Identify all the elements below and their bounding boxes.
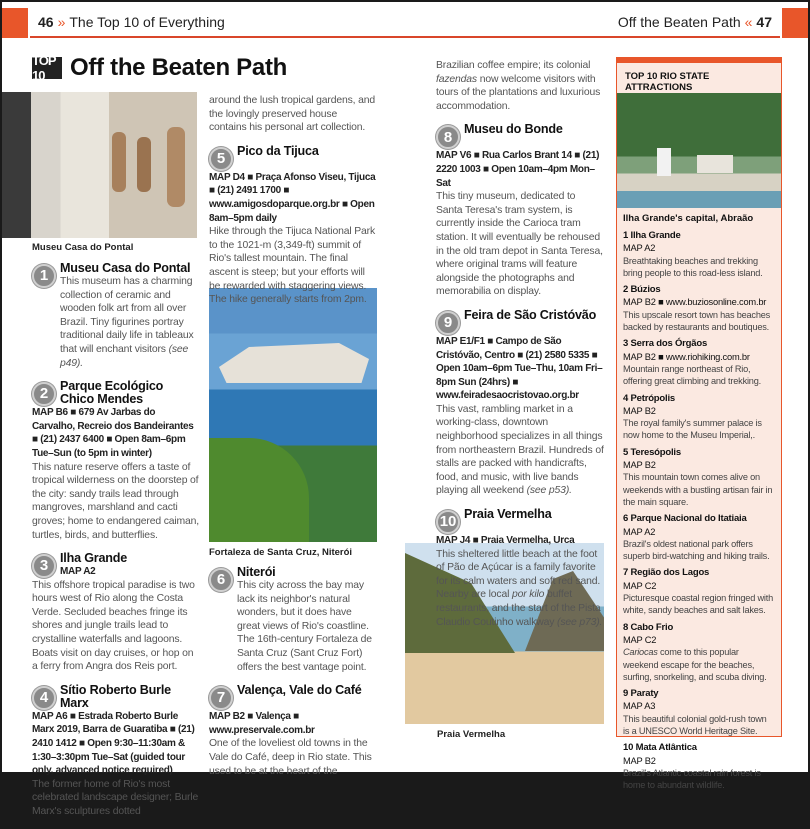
entry-meta: MAP A6 ■ Estrada Roberto Burle Marx 2019, Barra de Guaratiba ■ (21) 2410 1412 ■ Open 9:30–11:30am & 1:30–3:30pm Tue–Sat (guided tour only, advanced notice required) [32,710,195,777]
museum-photo [2,92,197,238]
entry-meta: MAP B2 ■ Valença ■ www.preservale.com.br [209,711,315,736]
sidebar-item-meta: MAP A2 [623,243,656,254]
entry-body: This city across the bay may lack its neighbor's natural wonders, but it does have great views of Rio's coastline. The 16th-century Fortaleza de Santa Cruz (Sant Cruz Fort) offers the best vantage point. [237,580,372,673]
number-badge-icon: 4 [32,686,56,710]
list-item [32,684,200,819]
list-item [436,123,604,299]
entry-body: This sheltered little beach at the foot of Pão de Açúcar is a family favorite for its calm waters and soft red sand. Nearby are local [436,548,601,601]
sidebar-item-title: 4 Petrópolis [623,392,675,404]
list-item [209,145,377,307]
list-item [32,380,200,542]
entry-title: Niterói [237,565,276,579]
sidebar-item-title: 9 Paraty [623,688,659,700]
sidebar-box [616,57,782,791]
list-item [436,309,604,498]
sidebar-item-title: 3 Serra dos Órgãos [623,338,708,350]
entry-body: This offshore tropical paradise is two hours west of Rio along the Costa Verde. Secluded beaches fringe its shores and jungle trails lead to crystalline waterfalls and lagoons. Boats visit on day cruises, or hop on a ferry from Angra dos Reis port. [32,579,195,673]
sidebar-item-body: This mountain town comes alive on weekends with a bustling artisan fair in the main square. [623,472,773,507]
column-2-bottom [209,566,377,788]
sidebar-item-body: Brazil's Atlantic coastal rain forest is home to abundant wildlife. [623,767,761,791]
sidebar-item-body: The royal family's summer palace is now home to the Museu Imperial,. [623,418,762,441]
fortress-caption: Fortaleza de Santa Cruz, Niterói [209,547,353,558]
entry-body: One of the loveliest old towns in the Vale do Café, deep in Rio state. This used to be at the heart of the [209,738,372,777]
entry-italic: por kilo [512,589,545,601]
sidebar-item-meta: MAP B2 [623,405,656,416]
section-title-left: The Top 10 of Everything [69,14,225,30]
number-badge-icon: 9 [436,311,460,335]
sidebar-item-title: 2 Búzios [623,284,661,296]
right-tab-band [782,8,808,38]
page-number-right: 47 [756,14,772,30]
sidebar-item-meta: MAP B2 [623,755,656,766]
entry-body: This nature reserve offers a taste of tropical wilderness on the doorstep of the city: sandy trails lead through mangroves, marshland and cacti groves; home to endangered caiman, turtles, birds, and butterflies. [32,461,200,541]
entry-body: This vast, rambling market in a working-class, downtown neighborhood specializes in all things from northeastern Brazil. Hundreds of stalls are packed with handicrafts, food, and music, with live bands playing all weekend [436,403,604,497]
number-badge-icon: 6 [209,568,233,592]
list-item [436,508,604,629]
sidebar-item-title: 1 Ilha Grande [623,230,681,241]
sidebar-item-body: Picturesque coastal region fringed with white, sandy beaches and salt lakes. [623,593,774,616]
abraao-photo [617,93,781,208]
entry-body-continued [436,59,604,113]
entry-title: Museu do Bonde [464,122,563,137]
number-badge-icon: 5 [209,147,233,171]
number-badge-icon: 10 [436,510,460,534]
sidebar-item-body: Breathtaking beaches and trekking bring people to this road-less island. [623,255,763,278]
sidebar-item-body: Mountain range northeast of Rio, offering great climbing and trekking. [623,363,761,387]
sidebar-item-meta: MAP A3 [623,701,656,712]
entry-meta: MAP D4 ■ Praça Afonso Viseu, Tijuca ■ (21) 2491 1700 ■ www.amigosdoparque.org.br ■ Open 8am–5pm daily [209,171,376,224]
sidebar-item [617,622,781,683]
entry-title: Ilha Grande [60,551,128,566]
entry-meta: MAP B6 ■ 679 Av Jarbas do Carvalho, Recreio dos Bandeirantes ■ (21) 2437 6400 ■ Open 8am–6pm Tue–Sun (to 5pm in winter) [32,407,194,459]
number-badge-icon: 8 [436,125,460,149]
sidebar-item [617,447,781,508]
sidebar-item [617,513,781,562]
right-header [618,14,772,30]
list-item [209,684,377,778]
entry-meta: MAP E1/F1 ■ Campo de São Cristóvão, Centro ■ (21) 2580 5335 ■ Open 10am–6pm Tue–Thu, 10am Fri–8pm Sun (24hrs) ■ www.feiradesaocristovao.org.br [436,335,603,402]
top10-logo: TOP 10 [32,57,62,79]
sidebar-item [617,393,781,442]
page-ref: (see p49). [60,343,189,369]
chevron-icon: « [744,14,753,30]
entry-title: Valença, Vale do Café [237,683,362,698]
page-number-left: 46 [38,14,54,30]
list-item [32,262,200,370]
sidebar-heading: TOP 10 RIO STATE ATTRACTIONS [625,71,710,93]
book-spread [2,2,808,817]
sidebar-item-body: come to this popular weekend escape for the beaches, surfing, snorkeling, and scuba diving. [623,647,767,682]
sidebar-item-title: 6 Parque Nacional do Itatiaia [623,513,747,525]
sidebar-item-title: 5 Teresópolis [623,446,681,458]
abraao-caption: Ilha Grande's capital, Abraão [623,213,754,224]
entry-body: The former home of Rio's most celebrated landscape designer; Burle Marx's sculptures dotted [32,778,199,817]
column-3 [436,59,604,639]
sidebar-item-meta: MAP C2 [623,580,657,591]
section-title-right: Off the Beaten Path [617,14,741,30]
left-tab-band [2,8,28,38]
sidebar-item [617,230,781,279]
continued-italic: fazendas [436,73,477,85]
page-ref: (see p53). [526,485,572,497]
sidebar-item-body: This upscale resort town has beaches backed by restaurants and boutiques. [623,309,771,333]
entry-body-continued: around the lush tropical gardens, and the lovingly preserved house contains his personal art collection. [209,95,376,134]
left-header [38,14,225,30]
entry-title: Parque Ecológico Chico Mendes [60,379,164,407]
sidebar-item-meta: MAP B2 ■ www.buziosonline.com.br [623,297,767,308]
entry-meta: MAP V6 ■ Rua Carlos Brant 14 ■ (21) 2220 1003 ■ Open 10am–4pm Mon–Sat [436,150,600,189]
sidebar-item [617,688,781,737]
sidebar-item-meta: MAP C2 [623,634,657,645]
sidebar-item-body: This beautiful colonial gold-rush town is a UNESCO World Heritage Site. [623,713,767,736]
list-item [209,566,377,674]
entry-title: Feira de São Cristóvão [464,307,597,322]
sidebar-item-title: 8 Cabo Frio [623,621,674,633]
sidebar-list [617,230,781,791]
running-header [30,8,780,38]
column-1 [32,262,200,829]
sidebar-item-meta: MAP B2 ■ www.riohiking.com.br [623,351,750,362]
entry-body: Hike through the Tijuca National Park to the 1021-m (3,349-ft) summit of Rio's tallest mountain. The final ascent is steep; but your efforts will be rewarded with staggering views. The hike generally starts from 2pm. [209,226,375,306]
sidebar-item-meta: MAP A2 [623,526,656,537]
entry-title: Pico da Tijuca [237,143,319,158]
continued-text: now welcome visitors with tours of the plantations and luxurious accommodation. [436,73,601,112]
sidebar-item [617,284,781,333]
number-badge-icon: 7 [209,686,233,710]
number-badge-icon: 1 [32,264,56,288]
column-2-top [209,94,377,317]
sidebar-item-title: 7 Região dos Lagos [623,567,710,579]
entry-title: Museu Casa do Pontal [60,261,191,275]
sidebar-item-meta: MAP B2 [623,460,656,471]
beach-caption: Praia Vermelha [437,729,506,740]
continued-text: Brazilian coffee empire; its colonial [436,60,591,71]
entry-title: Praia Vermelha [464,507,552,522]
sidebar-item-title: 10 Mata Atlântica [623,742,697,754]
museum-caption: Museu Casa do Pontal [32,242,134,253]
number-badge-icon: 3 [32,554,56,578]
sidebar-item [617,567,781,616]
sidebar-item-body: Brazil's oldest national park offers superb bird-watching and hiking trails. [623,538,770,562]
sidebar-item [617,742,781,791]
list-item [32,552,200,674]
sidebar-item-italic: Cariocas [623,647,658,658]
entry-title: Sítio Roberto Burle Marx [60,682,171,710]
page-ref: (see p73). [557,616,603,628]
entry-meta: MAP A2 [60,566,96,578]
number-badge-icon: 2 [32,382,56,406]
fortress-photo [209,288,377,542]
entry-body: This tiny museum, dedicated to Santa Teresa's tram system, is currently inside the Carioca tram station. It will eventually be rehoused in the old tram depot in Santa Teresa, where original trams will feature alongside the photographs and memorabilia on display. [436,191,603,298]
entry-meta: MAP J4 ■ Praia Vermelha, Urca [436,535,575,547]
sidebar-item [617,338,781,387]
title-text: Off the Beaten Path [70,54,287,81]
page-title [32,54,287,82]
chevron-icon: » [57,14,66,30]
entry-body: This museum has a charming collection of ceramic and wooden folk art from all over Brazil. Tiny figurines portray traditional daily life in tableaux that will enchant visitors [60,276,194,355]
entry-body: buffet restaurants, and the start of the Pista Claudio Coutinho walkway [436,589,601,628]
